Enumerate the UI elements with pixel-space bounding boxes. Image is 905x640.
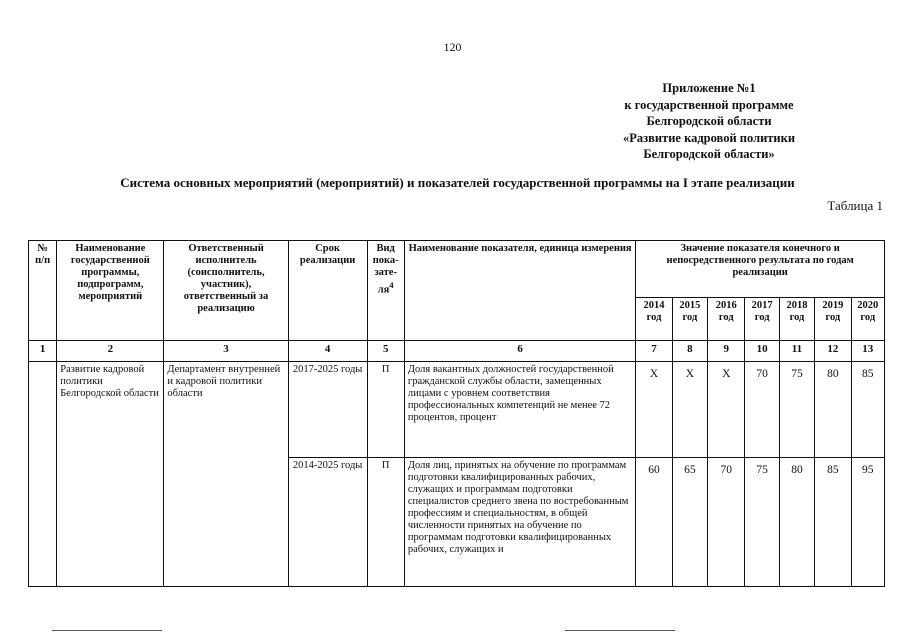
header-values-group: Значение показателя конечного и непосредственного результата по годам реализации (636, 241, 885, 298)
header-year: 2014 год (636, 298, 672, 341)
value-cell: 65 (672, 458, 707, 587)
executor-cell: Департамент внутренней и кадровой политики области (164, 362, 288, 587)
table-label: Таблица 1 (827, 198, 883, 213)
appendix-line: Белгородской области» (643, 147, 775, 161)
column-number: 3 (164, 341, 288, 362)
row-num-cell (29, 362, 57, 587)
column-number: 7 (636, 341, 672, 362)
scan-artifact-line (52, 630, 162, 631)
value-cell: 70 (708, 458, 745, 587)
column-number: 12 (815, 341, 851, 362)
column-number: 2 (57, 341, 164, 362)
column-number: 8 (672, 341, 707, 362)
header-year: 2020 год (851, 298, 884, 341)
column-numbers-row (29, 341, 885, 362)
column-number: 5 (367, 341, 404, 362)
column-number: 6 (404, 341, 635, 362)
appendix-line: Приложение №1 (662, 81, 756, 95)
header-name: Наименование государственной программы, подпрограмм, мероприятий (57, 241, 164, 341)
indicator-cell: Доля лиц, принятых на обучение по программам подготовки квалифицированных рабочих, служащих и программам подготовки специалистов среднего звена по востребованным профессиям и специальностям, в общей численности принятых на обучение по программам подготовки квалифицированных рабочих, служащих и (404, 458, 635, 587)
column-number: 9 (708, 341, 745, 362)
indicators-table (28, 240, 885, 587)
value-cell: 85 (815, 458, 851, 587)
appendix-line: «Развитие кадровой политики (622, 130, 796, 145)
appendix-line: к государственной программе (624, 97, 794, 112)
term-cell: 2017-2025 годы (288, 362, 367, 458)
value-cell: 95 (851, 458, 884, 587)
type-cell: П (367, 362, 404, 458)
header-num: № п/п (29, 241, 57, 341)
value-cell: 75 (779, 362, 814, 458)
scan-artifact-line (565, 630, 675, 631)
column-number: 13 (851, 341, 884, 362)
header-indicator: Наименование показателя, единица измерения (404, 241, 635, 341)
column-number: 11 (779, 341, 814, 362)
column-number: 4 (288, 341, 367, 362)
header-type-footnote: 4 (389, 280, 394, 290)
column-number: 1 (29, 341, 57, 362)
table-row (29, 362, 885, 458)
indicator-cell: Доля вакантных должностей государственной гражданской службы области, замещенных лицами с уровнем соответствия профессиональных компетенций не менее 72 процентов, процент (404, 362, 635, 458)
value-cell: Х (636, 362, 672, 458)
header-term: Срок реализации (288, 241, 367, 341)
header-year: 2015 год (672, 298, 707, 341)
header-year: 2016 год (708, 298, 745, 341)
type-cell: П (367, 458, 404, 587)
appendix-header (579, 80, 839, 163)
header-executor: Ответственный исполнитель (соисполнитель, участник), ответственный за реализацию (164, 241, 288, 341)
value-cell: Х (708, 362, 745, 458)
appendix-line: Белгородской области (646, 114, 772, 128)
value-cell: 60 (636, 458, 672, 587)
header-type-label: Вид пока-зате-ля (372, 243, 399, 296)
page-number: 120 (443, 40, 462, 54)
value-cell: Х (672, 362, 707, 458)
program-name-cell: Развитие кадровой политики Белгородской области (57, 362, 164, 587)
column-number: 10 (745, 341, 779, 362)
value-cell: 80 (815, 362, 851, 458)
value-cell: 70 (745, 362, 779, 458)
header-year: 2018 год (779, 298, 814, 341)
term-cell: 2014-2025 годы (288, 458, 367, 587)
header-type (367, 241, 404, 341)
value-cell: 85 (851, 362, 884, 458)
header-year: 2019 год (815, 298, 851, 341)
value-cell: 80 (779, 458, 814, 587)
document-title: Система основных мероприятий (мероприятий) и показателей государственной программы на I этапе реализации (120, 175, 795, 190)
value-cell: 75 (745, 458, 779, 587)
header-year: 2017 год (745, 298, 779, 341)
